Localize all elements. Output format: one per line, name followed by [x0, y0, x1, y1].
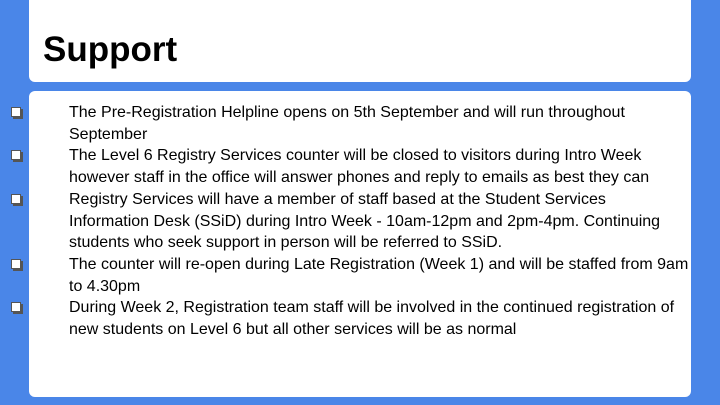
bullet-item-counter-closed [29, 145, 689, 188]
bullet-text: The counter will re-open during Late Registration (Week 1) and will be staffed from 9am to 4.30pm [69, 255, 689, 295]
checkbox-bullet-icon [11, 150, 21, 160]
slide-title: Support [43, 30, 178, 69]
bullet-text: The Pre-Registration Helpline opens on 5th September and will run throughout September [69, 104, 625, 143]
bullet-item-counter-reopen [29, 254, 689, 297]
bullet-item-ssid [29, 189, 689, 254]
checkbox-bullet-icon [11, 194, 21, 204]
bullet-item-week-2 [29, 297, 689, 340]
title-card [29, 0, 691, 82]
bullet-text: During Week 2, Registration team staff will be involved in the continued registration of new students on Level 6 but all other services will be as normal [69, 299, 675, 339]
checkbox-bullet-icon [11, 259, 21, 269]
checkbox-bullet-icon [11, 107, 21, 117]
bullet-list [29, 102, 689, 341]
checkbox-bullet-icon [11, 302, 21, 312]
bullet-text: The Level 6 Registry Services counter will be closed to visitors during Intro Week however staff in the office will answer phones and reply to emails as best they can [69, 147, 650, 187]
bullet-item-helpline [29, 102, 689, 145]
content-card [29, 91, 691, 397]
bullet-text: Registry Services will have a member of staff based at the Student Services Information Desk (SSiD) during Intro Week - 10am-12pm and 2pm-4pm. Continuing students who seek support in person will be referred to SSiD. [69, 190, 661, 252]
